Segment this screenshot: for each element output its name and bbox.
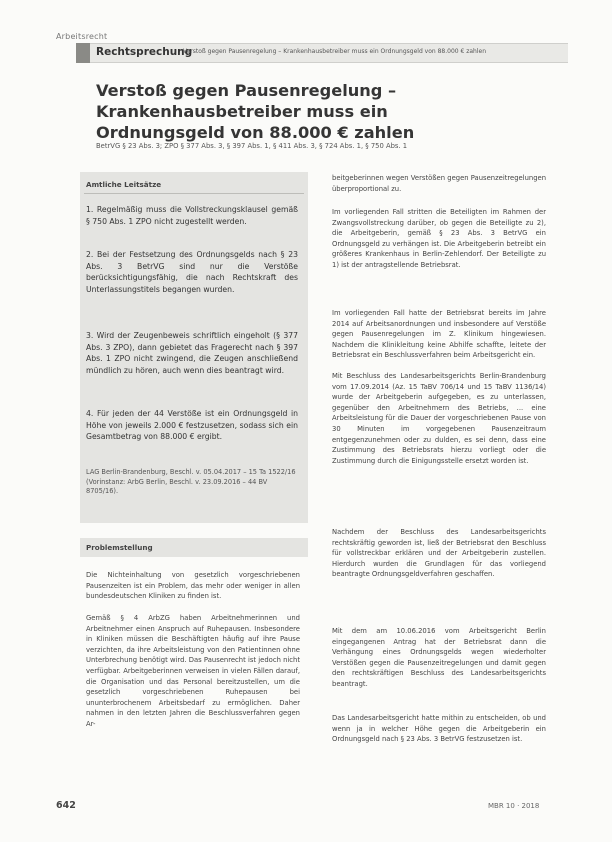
leitsaetze-heading: Amtliche Leitsätze (86, 180, 162, 189)
leitsatz-4: 4. Für jeden der 44 Verstöße ist ein Ordnungsgeld in Höhe von jeweils 2.000 € festzusetzen, sodass sich ein Gesamtbetrag von 88.000 € ergibt. (86, 409, 298, 442)
leitsatz-3: 3. Wird der Zeugenbeweis schriftlich eingeholt (§ 377 Abs. 3 ZPO), dann gebietet das Fragerecht nach § 397 Abs. 1 ZPO nicht zwingend, die Zeugen anschließend mündlich zu hören, auch wenn dies beantragt wird. (86, 331, 298, 375)
journal-issue: MBR 10 · 2018 (488, 802, 540, 810)
leitsatz-1: 1. Regelmäßig muss die Vollstreckungsklausel gemäß § 750 Abs. 1 ZPO nicht zugestellt werden. (86, 205, 298, 226)
right-paragraph-3: Im vorliegenden Fall hatte der Betriebsrat bereits im Jahre 2014 auf Arbeitsanordnungen und insbesondere auf Verstöße gegen Pausenregelungen im Z. Klinikum hingewiesen. Nachdem die Klinikleitung keine Abhilfe schaffte, leitete der Betriebsrat ein Beschlussverfahren beim Arbeitsgericht ein. (332, 309, 546, 360)
page-number: 642 (56, 800, 76, 811)
right-paragraph-7: Das Landesarbeitsgericht hatte mithin zu entscheiden, ob und wenn ja in welcher Höhe gegen die Arbeitgeberin ein Ordnungsgeld nach § 23 Abs. 3 BetrVG festzusetzen ist. (332, 714, 546, 744)
decision-citation: LAG Berlin-Brandenburg, Beschl. v. 05.04.2017 – 15 Ta 1522/16 (Vorinstanz: ArbG Berlin, Beschl. v. 23.09.2016 – 44 BV 8705/16). (86, 468, 296, 496)
article-title: Verstoß gegen Pausenregelung – Krankenhausbetreiber muss ein Ordnungsgeld von 88.000 € zahlen (96, 81, 415, 142)
left-paragraph-2: Gemäß § 4 ArbZG haben Arbeitnehmerinnen und Arbeitnehmer einen Anspruch auf Ruhepausen. Insbesondere in Kliniken müssen die Beschäftigten häufig auf ihre Pause verzichten, da ihre Arbeitsleistung von den Patientinnen ohne Unterbrechung benötigt wird. Das Pausenrecht ist jedoch nicht verfügbar. Arbeitgeberinnen verweisen in vielen Fällen darauf, die Organisation und das Personal bereitzustellen, um die gesetzlich vorgeschriebenen Ruhepausen bei ununterbrochenem Arbeitsbedarf zu ermöglichen. Daher nahmen in den letzten Jahren die Beschlussverfahren gegen Ar- (86, 614, 300, 728)
rubric-marker (76, 43, 90, 63)
section-label: Arbeitsrecht (56, 32, 108, 41)
rubric-description: Verstoß gegen Pausenregelung – Krankenhausbetreiber muss ein Ordnungsgeld von 88.000 € zahlen (183, 48, 487, 55)
rubric-title: Rechtsprechung (96, 46, 193, 58)
left-paragraph-1: Die Nichteinhaltung von gesetzlich vorgeschriebenen Pausenzeiten ist ein Problem, das mehr oder weniger in allen bundesdeutschen Kliniken zu finden ist. (86, 571, 300, 601)
norms-line: BetrVG § 23 Abs. 3; ZPO § 377 Abs. 3, § 397 Abs. 1, § 411 Abs. 3, § 724 Abs. 1, § 750 Abs. 1 (96, 142, 408, 150)
right-paragraph-1: beitgeberinnen wegen Verstößen gegen Pausenzeitregelungen überproportional zu. (332, 174, 546, 193)
right-paragraph-6: Mit dem am 10.06.2016 vom Arbeitsgericht Berlin eingegangenen Antrag hat der Betriebsrat dann die Verhängung eines Ordnungsgelds wegen wiederholter Verstößen gegen die Pausenzeitregelungen und damit gegen den rechtskräftigen Beschluss des Landesarbeitsgerichts beantragt. (332, 627, 546, 688)
problem-heading: Problemstellung (86, 543, 153, 552)
leitsatz-2: 2. Bei der Festsetzung des Ordnungsgelds nach § 23 Abs. 3 BetrVG sind nur die Verstöße berücksichtigungsfähig, die nach Rechtskraft des Unterlassungstitels begangen wurden. (86, 250, 298, 294)
right-paragraph-4: Mit Beschluss des Landesarbeitsgerichts Berlin-Brandenburg vom 17.09.2014 (Az. 15 TaBV 706/14 und 15 TaBV 1136/14) wurde der Arbeitgeberin aufgegeben, es zu unterlassen, gegenüber den Arbeitnehmern des Betriebs, ... eine Arbeitsleistung für die Dauer der vorgeschriebenen Pause von 30 Minuten im vorgegebenen Pausenzeitraum entgegenzunehmen oder zu dulden, es sei denn, dass eine Zustimmung des Betriebsrats hierzu vorliegt oder die Zustimmung durch die Einigungsstelle ersetzt worden ist. (332, 372, 546, 465)
leitsaetze-divider (84, 193, 304, 194)
right-paragraph-2: Im vorliegenden Fall stritten die Beteiligten im Rahmen der Zwangsvollstreckung darüber, ob gegen die Beteiligte zu 2), die Arbeitgeberin, gemäß § 23 Abs. 3 BetrVG ein Ordnungsgeld zu verhängen ist. Die Arbeitgeberin betreibt ein größeres Krankenhaus in Berlin-Zehlendorf. Der Beteiligte zu 1) ist der antragstellende Betriebsrat. (332, 208, 546, 269)
right-paragraph-5: Nachdem der Beschluss des Landesarbeitsgerichts rechtskräftig geworden ist, ließ der Betriebsrat den Beschluss für vollstreckbar erklären und der Arbeitgeberin zustellen. Hierdurch wurden die Grundlagen für das vorliegend beantragte Ordnungsgeldverfahren geschaffen. (332, 528, 546, 579)
